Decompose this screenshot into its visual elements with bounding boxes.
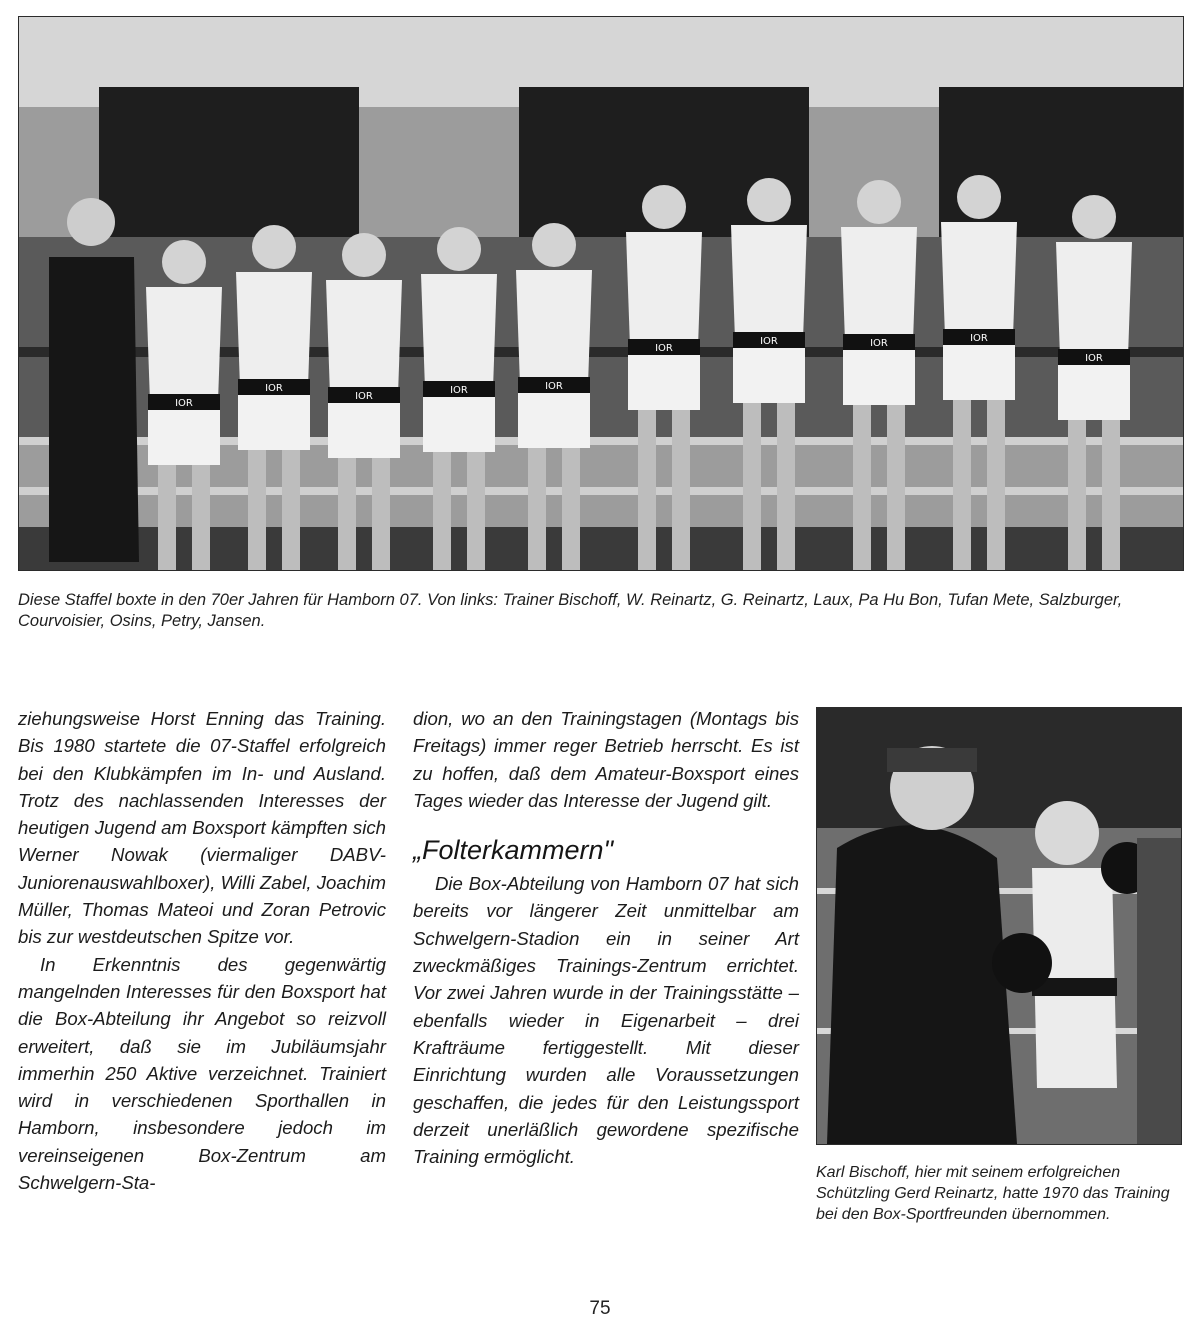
belt-label: IOR [655,343,673,354]
belt-label: IOR [970,333,988,344]
article-column-middle [413,705,799,1170]
team-photo-graphic [19,17,1183,570]
paragraph-offer-expansion: In Erkenntnis des gegenwärtig mangelnden Interesses für den Boxsport hat die Box-Abteilung ihr Angebot so reizvoll erweitert, daß sie im Jubiläumsjahr immerhin 250 Aktive verzeichnet. Trainiert wird in verschiedenen Sporthallen in Hamborn, insbesondere jedoch im vereinseigenen Box-Zentrum am Schwelgern-Sta- [18,953,386,1194]
belt-label: IOR [355,391,373,402]
paragraph-stadium-training: dion, wo an den Trainingstagen (Montags bis Freitags) immer reger Betrieb herrscht. Es ist zu hoffen, daß dem Amateur-Boxsport eines Tages wieder das Interesse der Jugend gilt. [413,708,799,811]
belt-label: IOR [870,338,888,349]
team-photo [18,16,1184,571]
paragraph-training-center: Die Box-Abteilung von Hamborn 07 hat sich bereits vor längerer Zeit unmittelbar am Schwelgern-Stadion ein in seiner Art zweckmäßiges Trainings-Zentrum errichtet. Vor zwei Jahren wurde in der Trainingsstätte – ebenfalls wieder in Eigenarbeit – drei Krafträume fertiggestellt. Mit dieser Einrichtung wurden alle Voraussetzungen geschaffen, die jedes für den Leistungssport derzeit unerläßlich gewordene spezifische Training ermöglicht. [413,873,799,1168]
coach-photo-graphic [817,708,1181,1144]
coach-photo-caption: Karl Bischoff, hier mit seinem erfolgreichen Schützling Gerd Reinartz, hatte 1970 das Training bei den Box-Sportfreunden übernommen. [816,1164,1170,1223]
belt-label: IOR [265,383,283,394]
belt-label: IOR [175,398,193,409]
belt-label: IOR [450,385,468,396]
team-photo-caption: Diese Staffel boxte in den 70er Jahren für Hamborn 07. Von links: Trainer Bischoff, W. Reinartz, G. Reinartz, Laux, Pa Hu Bon, Tufan Mete, Salzburger, Courvoisier, Osins, Petry, Jansen. [18,591,1123,630]
coach-photo [816,707,1182,1145]
section-heading: „Folterkammern" [413,835,614,866]
paragraph-training-history: ziehungsweise Horst Enning das Training. Bis 1980 startete die 07-Staffel erfolgreich bei den Klubkämpfen im In- und Ausland. Trotz des nachlassenden Interesses der heutigen Jugend am Boxsport kämpften sich Werner Nowak (viermaliger DABV-Juniorenauswahlboxer), Willi Zabel, Joachim Müller, Thomas Mateoi und Zoran Petrovic bis zur westdeutschen Spitze vor. [18,708,386,948]
belt-label: IOR [545,381,563,392]
belt-label: IOR [1085,353,1103,364]
belt-label: IOR [760,336,778,347]
article-column-left [18,705,386,1196]
page-number: 75 [589,1298,611,1319]
